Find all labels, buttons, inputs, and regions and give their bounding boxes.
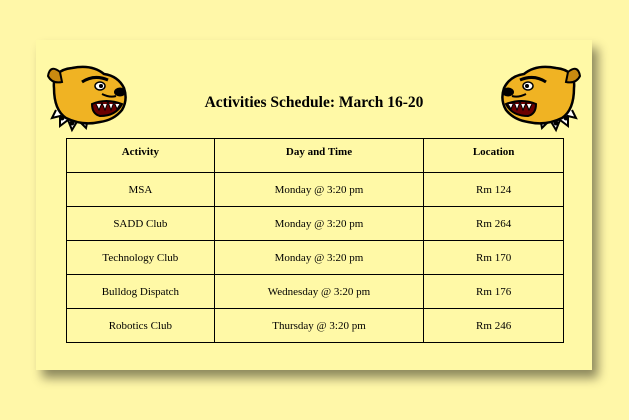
table-row [67,207,564,241]
activity-cell: Technology Club [67,241,215,275]
schedule-title: Activities Schedule: March 16-20 [204,94,424,111]
table-header-row [67,139,564,173]
location-cell: Rm 170 [424,241,564,275]
location-cell: Rm 124 [424,173,564,207]
header-day-and-time: Day and Time [214,139,424,173]
schedule-table [66,138,564,343]
activity-cell: MSA [67,173,215,207]
day-time-cell: Wednesday @ 3:20 pm [214,275,424,309]
header-activity: Activity [67,139,215,173]
activity-cell: SADD Club [67,207,215,241]
day-time-cell: Thursday @ 3:20 pm [214,309,424,343]
table-row [67,173,564,207]
table-row [67,275,564,309]
table-row [67,309,564,343]
location-cell: Rm 246 [424,309,564,343]
activity-cell: Bulldog Dispatch [67,275,215,309]
schedule-card [36,40,592,370]
table-row [67,241,564,275]
day-time-cell: Monday @ 3:20 pm [214,241,424,275]
header-location: Location [424,139,564,173]
day-time-cell: Monday @ 3:20 pm [214,207,424,241]
location-cell: Rm 176 [424,275,564,309]
activity-cell: Robotics Club [67,309,215,343]
location-cell: Rm 264 [424,207,564,241]
day-time-cell: Monday @ 3:20 pm [214,173,424,207]
